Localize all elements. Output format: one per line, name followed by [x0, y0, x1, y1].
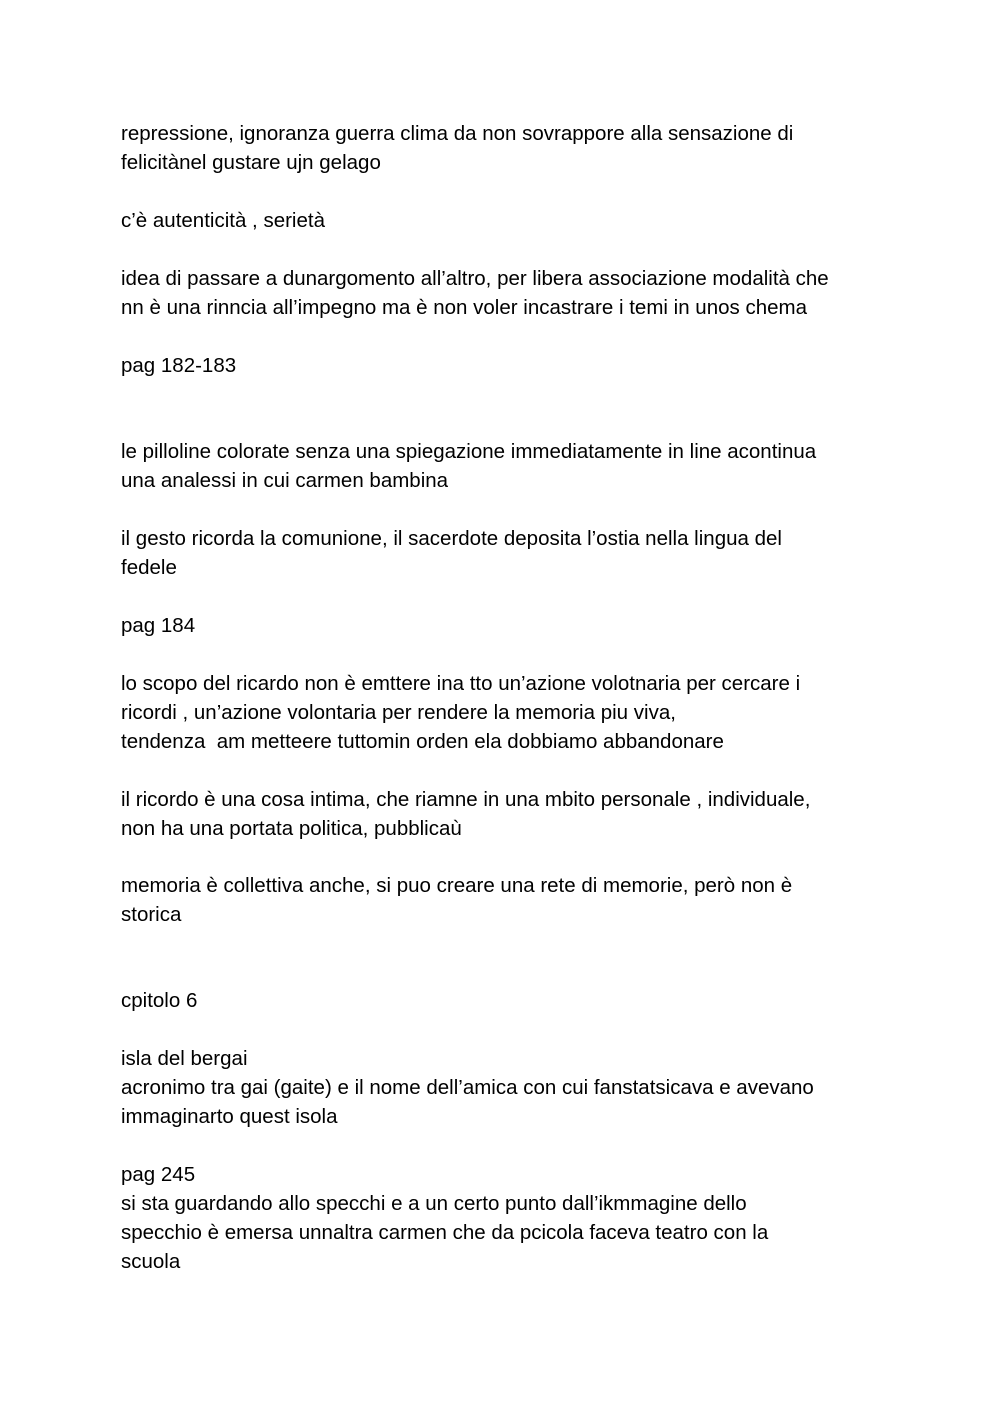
text-line: il ricordo è una cosa intima, che riamne in una mbito personale , individuale,: [121, 788, 811, 811]
text-line: si sta guardando allo specchi e a un certo punto dall’ikmmagine dello: [121, 1192, 747, 1215]
text-line: c’è autenticità , serietà: [121, 209, 325, 232]
text-line: felicitànel gustare ujn gelago: [121, 151, 381, 174]
chapter-heading: cpitolo 6: [121, 989, 198, 1012]
text-line: specchio è emersa unnaltra carmen che da pcicola faceva teatro con la: [121, 1221, 769, 1244]
text-line: memoria è collettiva anche, si puo creare una rete di memorie, però non è: [121, 874, 793, 897]
text-line: storica: [121, 903, 182, 926]
text-line: ricordi , un’azione volontaria per rendere la memoria piu viva,: [121, 701, 676, 724]
text-line: il gesto ricorda la comunione, il sacerdote deposita l’ostia nella lingua del: [121, 527, 782, 550]
text-line: repressione, ignoranza guerra clima da non sovrappore alla sensazione di: [121, 122, 794, 145]
text-line: isla del bergai: [121, 1047, 248, 1070]
page-reference: pag 184: [121, 614, 196, 637]
text-line: acronimo tra gai (gaite) e il nome dell’amica con cui fanstatsicava e avevano: [121, 1076, 814, 1099]
text-line: nn è una rinncia all’impegno ma è non voler incastrare i temi in unos chema: [121, 296, 807, 319]
text-line: fedele: [121, 556, 177, 579]
text-line: tendenza am metteere tuttomin orden ela dobbiamo abbandonare: [121, 730, 724, 753]
text-line: le pilloline colorate senza una spiegazione immediatamente in line acontinua: [121, 440, 817, 463]
text-line: idea di passare a dunargomento all’altro, per libera associazione modalità che: [121, 267, 829, 290]
text-line: una analessi in cui carmen bambina: [121, 469, 449, 492]
text-line: immaginarto quest isola: [121, 1105, 338, 1128]
text-line: scuola: [121, 1250, 181, 1273]
page-reference: pag 182-183: [121, 354, 237, 377]
text-line: non ha una portata politica, pubblicaù: [121, 817, 462, 840]
page-reference: pag 245: [121, 1163, 196, 1186]
text-line: lo scopo del ricardo non è emttere ina tto un’azione volotnaria per cercare i: [121, 672, 801, 695]
